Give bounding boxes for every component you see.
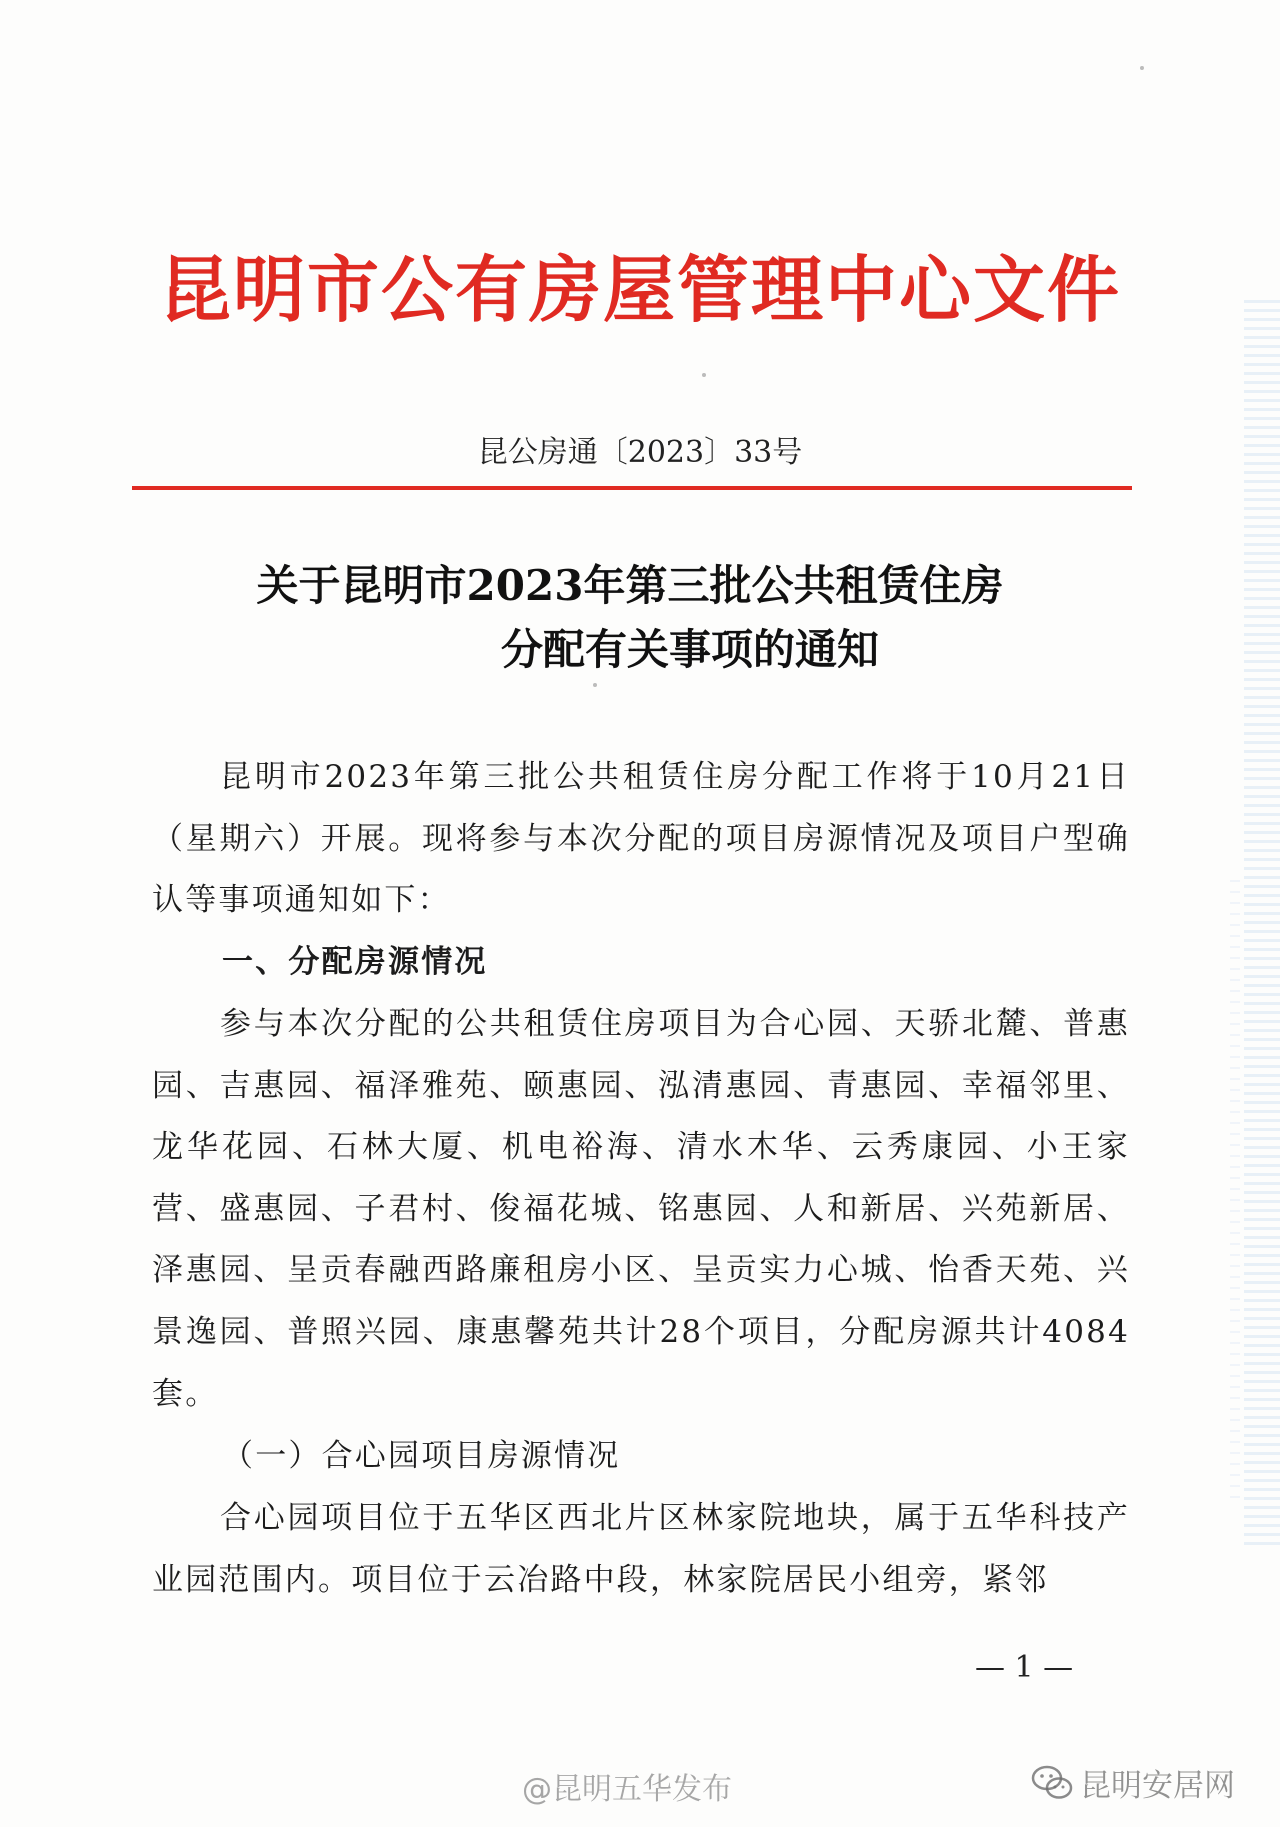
watermark-right: [1030, 1760, 1235, 1805]
notice-title-line2: 分配有关事项的通知: [500, 625, 879, 674]
watermark-left: @昆明五华发布: [522, 1772, 732, 1807]
section-heading: 一、分配房源情况: [222, 944, 488, 980]
wechat-icon: [1030, 1763, 1074, 1803]
subsection1-paragraph: 合心园项目位于五华区西北片区林家院地块，属于五华科技产业园范围内。项目位于云冶路中段，林家院居民小组旁，紧邻: [152, 1500, 1130, 1598]
scan-edge-noise: [1244, 300, 1280, 1550]
notice-title-line1: 关于昆明市2023年第三批公共租赁住房: [256, 561, 1004, 610]
page-number: — 1 —: [975, 1650, 1074, 1685]
header-title: 昆明市公有房屋管理中心文件: [158, 247, 1121, 332]
scan-edge-noise: [1230, 880, 1240, 1500]
header-divider: [132, 486, 1132, 490]
scan-speck: [702, 373, 706, 377]
watermark-right-label: 昆明安居网: [1080, 1768, 1235, 1804]
section1-paragraph: 参与本次分配的公共租赁住房项目为合心园、天骄北麓、普惠园、吉惠园、福泽雅苑、颐惠园、泓清惠园、青惠园、幸福邻里、龙华花园、石林大厦、机电裕海、清水木华、云秀康园、小王家营、盛惠园、子君村、俊福花城、铭惠园、人和新居、兴苑新居、泽惠园、呈贡春融西路廉租房小区、呈贡实力心城、怡香天苑、兴景逸园、普照兴园、康惠馨苑共计28个项目，分配房源共计4084套。: [152, 1006, 1130, 1412]
scan-speck: [593, 683, 597, 687]
subsection-heading: （一）合心园项目房源情况: [222, 1438, 621, 1474]
scan-speck: [1140, 66, 1144, 70]
document-number: 昆公房通〔2023〕33号: [477, 435, 803, 470]
intro-paragraph: 昆明市2023年第三批公共租赁住房分配工作将于10月21日（星期六）开展。现将参与本次分配的项目房源情况及项目户型确认等事项通知如下：: [152, 759, 1130, 918]
